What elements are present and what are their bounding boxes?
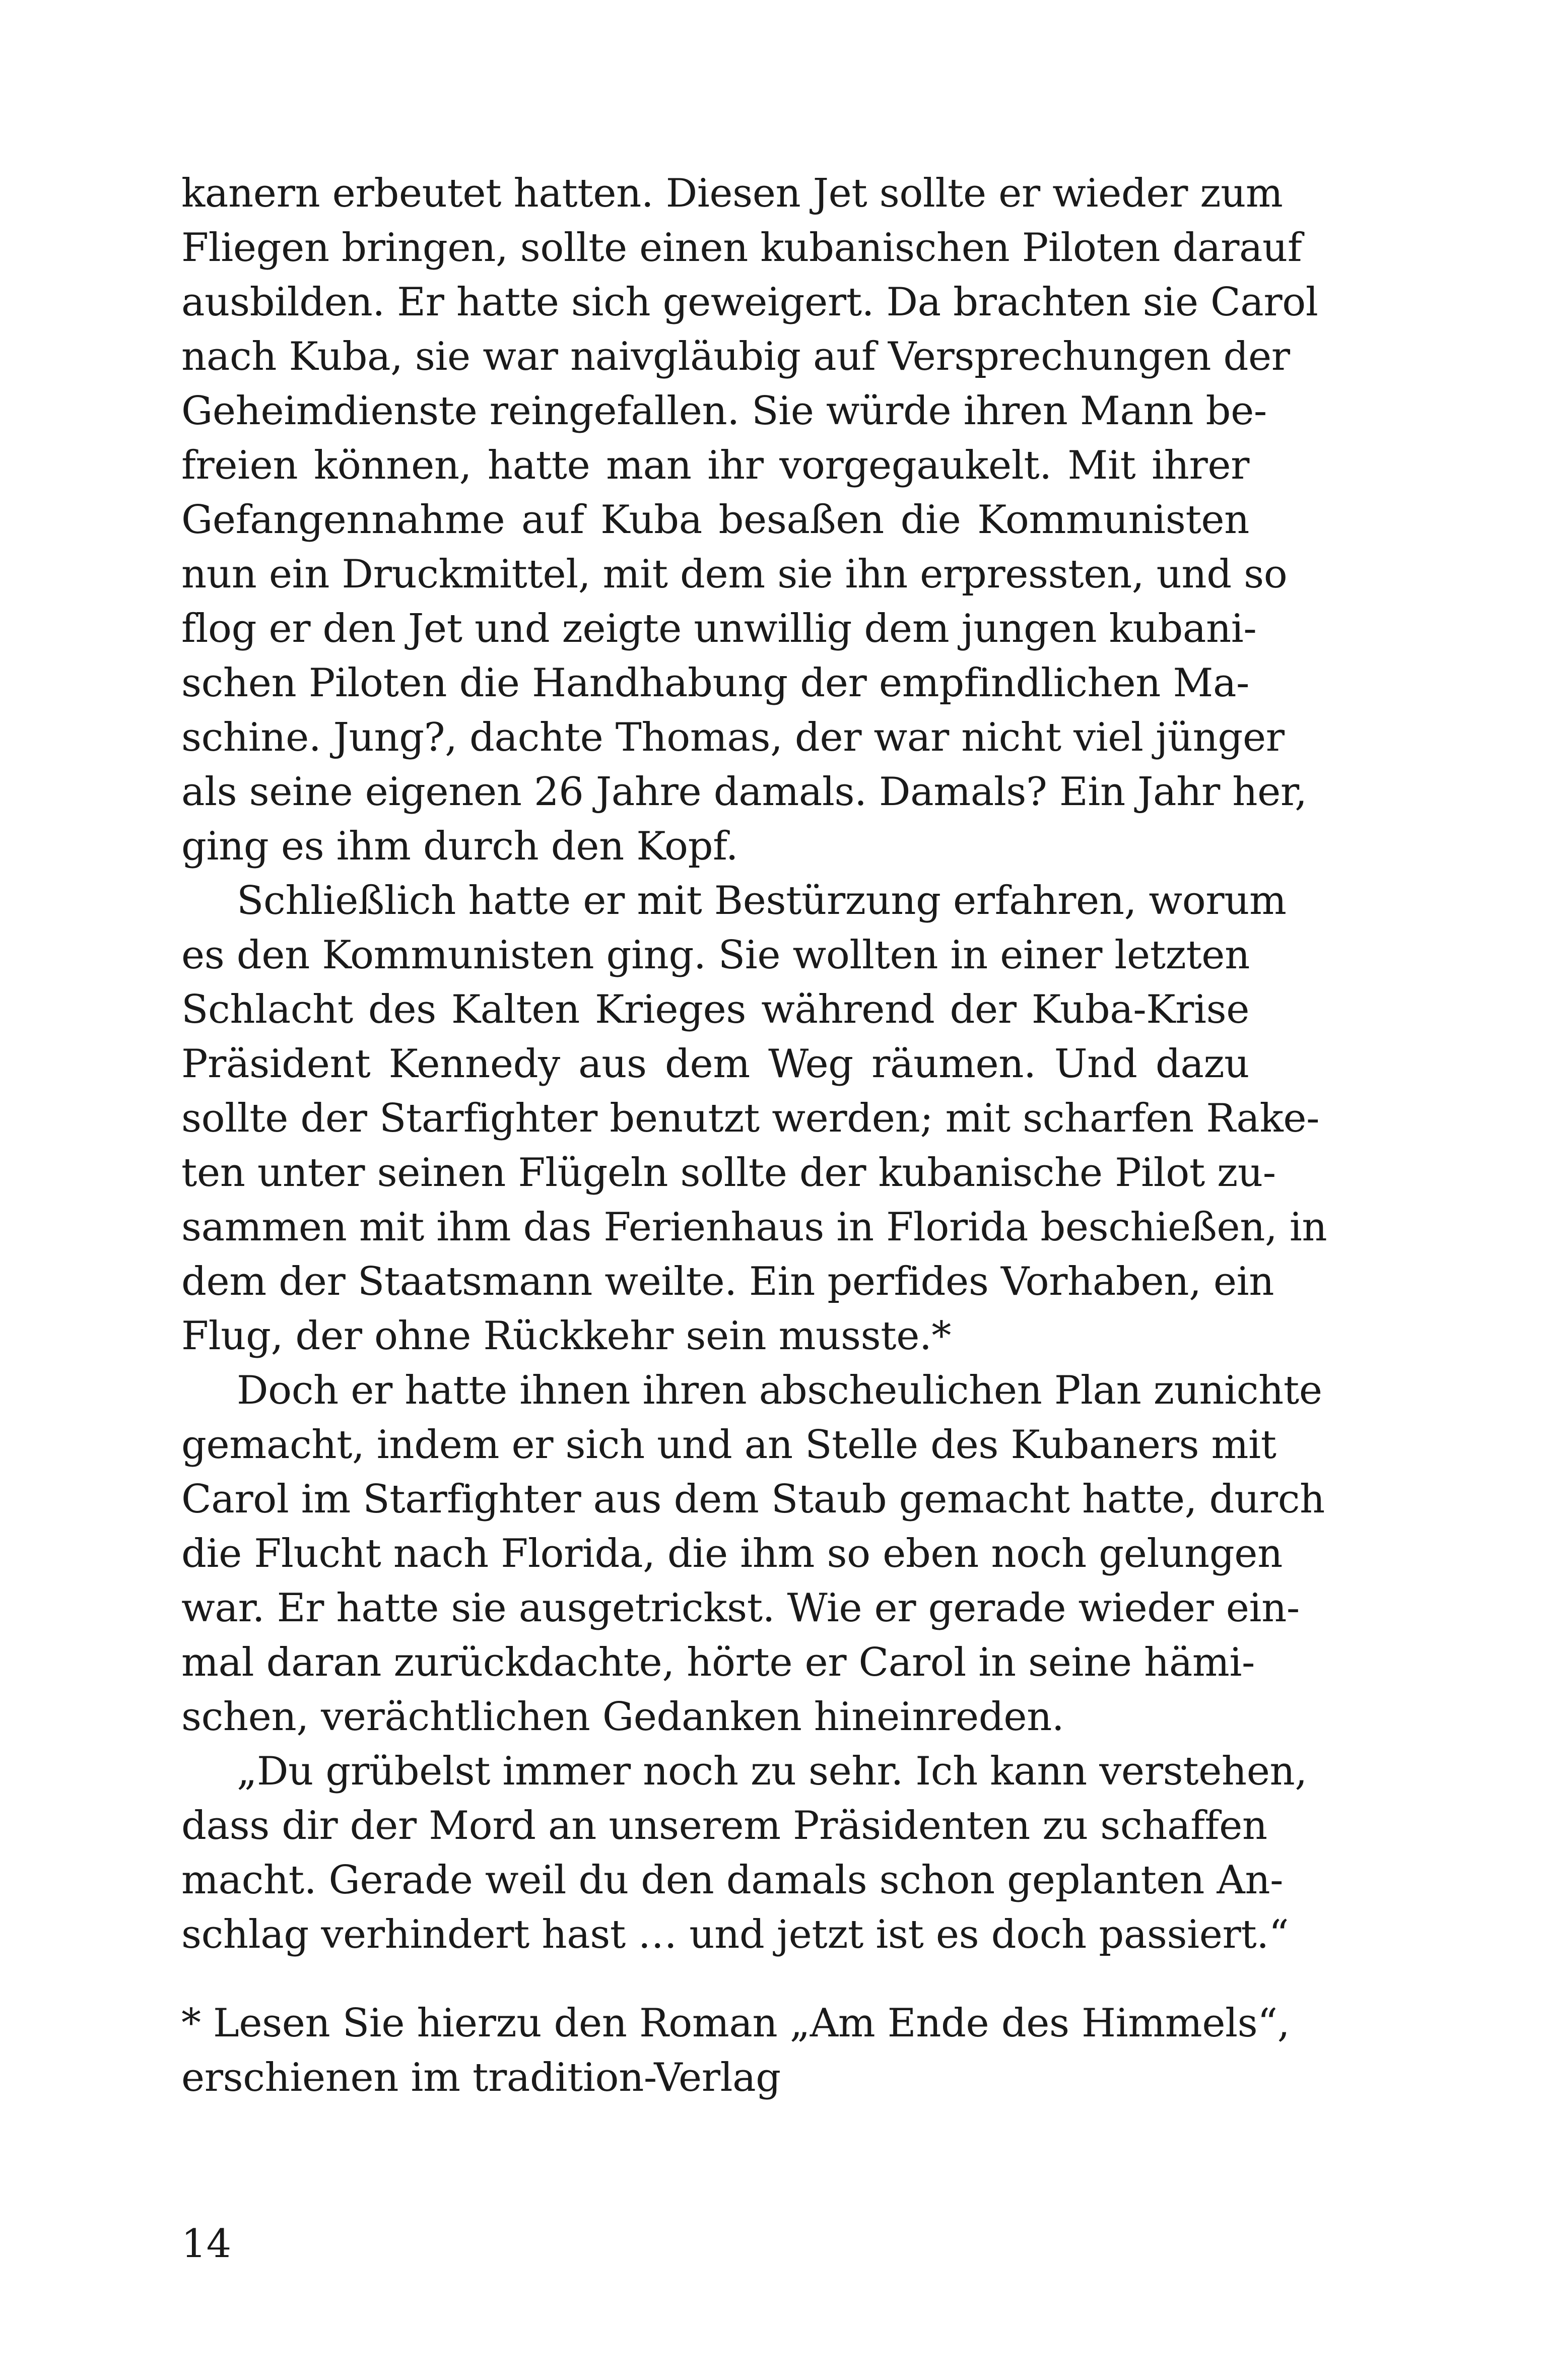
text-line: ausbilden. Er hatte sich geweigert. Da brachten sie Carol (181, 280, 1318, 325)
text-line: dass dir der Mord an unserem Präsidenten zu schaffen (181, 1803, 1267, 1848)
text-line: freien können, hatte man ihr vorgegaukelt. Mit ihrer (181, 443, 1249, 488)
text-line: Präsident Kennedy aus dem Weg räumen. Und dazu (181, 1041, 1249, 1087)
text-line: Schlacht des Kalten Krieges während der Kuba-Krise (181, 987, 1249, 1032)
text-line: Doch er hatte ihnen ihren abscheulichen Plan zunichte (237, 1368, 1322, 1413)
text-line: schen, verächtlichen Gedanken hineinreden. (181, 1694, 1064, 1740)
text-line: Gefangennahme auf Kuba besaßen die Kommunisten (181, 497, 1249, 543)
text-line: nach Kuba, sie war naivgläubig auf Versprechungen der (181, 334, 1290, 379)
text-line: als seine eigenen 26 Jahre damals. Damals? Ein Jahr her, (181, 769, 1307, 815)
text-line: schine. Jung?, dachte Thomas, der war nicht viel jünger (181, 715, 1285, 760)
text-line: es den Kommunisten ging. Sie wollten in einer letzten (181, 933, 1250, 978)
footnote-line: erschienen im tradition-Verlag (181, 2055, 781, 2100)
text-line: mal daran zurückdachte, hörte er Carol in seine hämi- (181, 1640, 1255, 1685)
text-line: flog er den Jet und zeigte unwillig dem jungen kubani- (181, 606, 1257, 651)
text-line: sammen mit ihm das Ferienhaus in Florida beschießen, in (181, 1205, 1327, 1250)
text-line: macht. Gerade weil du den damals schon geplanten An- (181, 1858, 1284, 1903)
text-line: kanern erbeutet hatten. Diesen Jet sollte er wieder zum (181, 171, 1283, 216)
text-line: gemacht, indem er sich und an Stelle des Kubaners mit (181, 1422, 1276, 1468)
text-line: ging es ihm durch den Kopf. (181, 824, 738, 869)
text-line: Flug, der ohne Rückkehr sein musste.* (181, 1313, 951, 1359)
text-line: Geheimdienste reingefallen. Sie würde ihren Mann be- (181, 388, 1267, 434)
text-line: sollte der Starfighter benutzt werden; mit scharfen Rake- (181, 1096, 1320, 1141)
text-line: ten unter seinen Flügeln sollte der kubanische Pilot zu- (181, 1150, 1276, 1196)
text-line: schlag verhindert hast … und jetzt ist es doch passiert.“ (181, 1912, 1289, 1957)
text-line: war. Er hatte sie ausgetrickst. Wie er gerade wieder ein- (181, 1585, 1300, 1631)
page-number: 14 (181, 2221, 232, 2267)
text-line: Fliegen bringen, sollte einen kubanischen Piloten darauf (181, 225, 1302, 271)
footnote-line: * Lesen Sie hierzu den Roman „Am Ende des Himmels“, (181, 2001, 1290, 2046)
text-line: Schließlich hatte er mit Bestürzung erfahren, worum (237, 878, 1287, 923)
text-line: „Du grübelst immer noch zu sehr. Ich kann verstehen, (237, 1749, 1307, 1794)
text-line: Carol im Starfighter aus dem Staub gemacht hatte, durch (181, 1477, 1325, 1522)
text-line: schen Piloten die Handhabung der empfindlichen Ma- (181, 660, 1249, 706)
text-line: dem der Staatsmann weilte. Ein perfides Vorhaben, ein (181, 1259, 1274, 1304)
text-line: die Flucht nach Florida, die ihm so eben noch gelungen (181, 1531, 1283, 1576)
text-line: nun ein Druckmittel, mit dem sie ihn erpressten, und so (181, 552, 1288, 597)
